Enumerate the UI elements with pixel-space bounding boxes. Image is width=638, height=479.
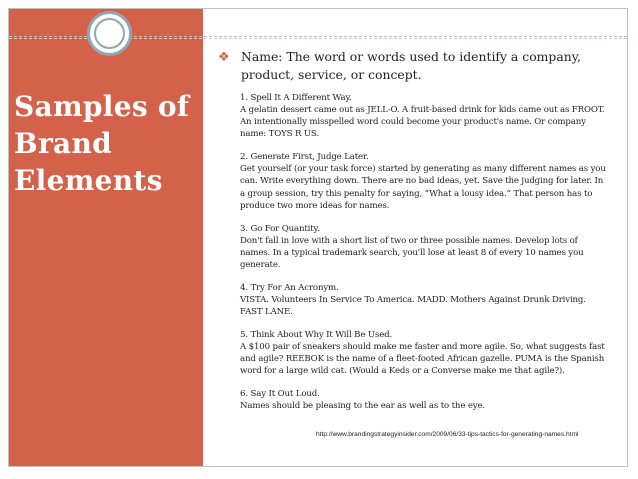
- item-heading: 2. Generate First, Judge Later.: [240, 152, 369, 163]
- list-item: [240, 329, 608, 377]
- item-body: A gelatin dessert came out as JELL-O. A fruit-based drink for kids came out as FROOT. An intentionally misspelled word could become your product's name. Or company name: TOYS R US.: [240, 105, 605, 140]
- main-bullet-text: Name: The word or words used to identify a company, product, service, or concept.: [241, 49, 581, 82]
- item-body: Names should be pleasing to the ear as well as to the eye.: [240, 401, 485, 412]
- item-body: VISTA. Volunteers In Service To America. MADD. Mothers Against Drunk Driving. FAST LANE.: [240, 294, 586, 318]
- item-body: Don't fall in love with a short list of two or three possible names. Develop lots of names. In a typical trademark search, you'll lose at least 8 of every 10 names you generate.: [240, 235, 584, 270]
- list-item: [240, 92, 608, 140]
- list-item: [240, 223, 608, 271]
- title-line-1: Samples of: [14, 90, 190, 123]
- title-line-3: Elements: [14, 164, 163, 197]
- title-line-2: Brand: [14, 127, 112, 160]
- main-bullet: [218, 48, 608, 84]
- item-body: A $100 pair of sneakers should make me faster and more agile. So, what suggests fast and agile? REEBOK is the name of a fleet-footed African gazelle. PUMA is the Spanish word for a large wild cat. (Would a Keds or a Converse make me that agile?).: [240, 342, 605, 377]
- item-heading: 1. Spell It A Different Way.: [240, 93, 352, 103]
- source-link[interactable]: http://www.brandingstrategyinsider.com/2009/06/33-tips-tactics-for-generating-names.html: [316, 431, 579, 438]
- slide-title: [14, 88, 200, 199]
- circle-ornament: [87, 11, 132, 56]
- item-heading: 6. Say It Out Loud.: [240, 389, 320, 400]
- item-heading: 5. Think About Why It Will Be Used.: [240, 330, 393, 341]
- item-heading: 3. Go For Quantity.: [240, 223, 320, 234]
- tips-list: [218, 92, 608, 413]
- list-item: [240, 282, 608, 318]
- title-panel: [9, 9, 203, 466]
- slide-content: [218, 48, 608, 423]
- item-body: Get yourself (or your task force) started by generating as many different names as you can. Write everything down. There are no bad ideas, yet. Save the judging for later. In a group session, try this penalty for saying, “What a lousy idea.” That person has to produce two more ideas for names.: [240, 164, 606, 211]
- list-item: [240, 388, 608, 412]
- bullet-icon: ❖: [218, 50, 230, 65]
- list-item: [240, 151, 608, 211]
- item-heading: 4. Try For An Acronym.: [240, 282, 339, 293]
